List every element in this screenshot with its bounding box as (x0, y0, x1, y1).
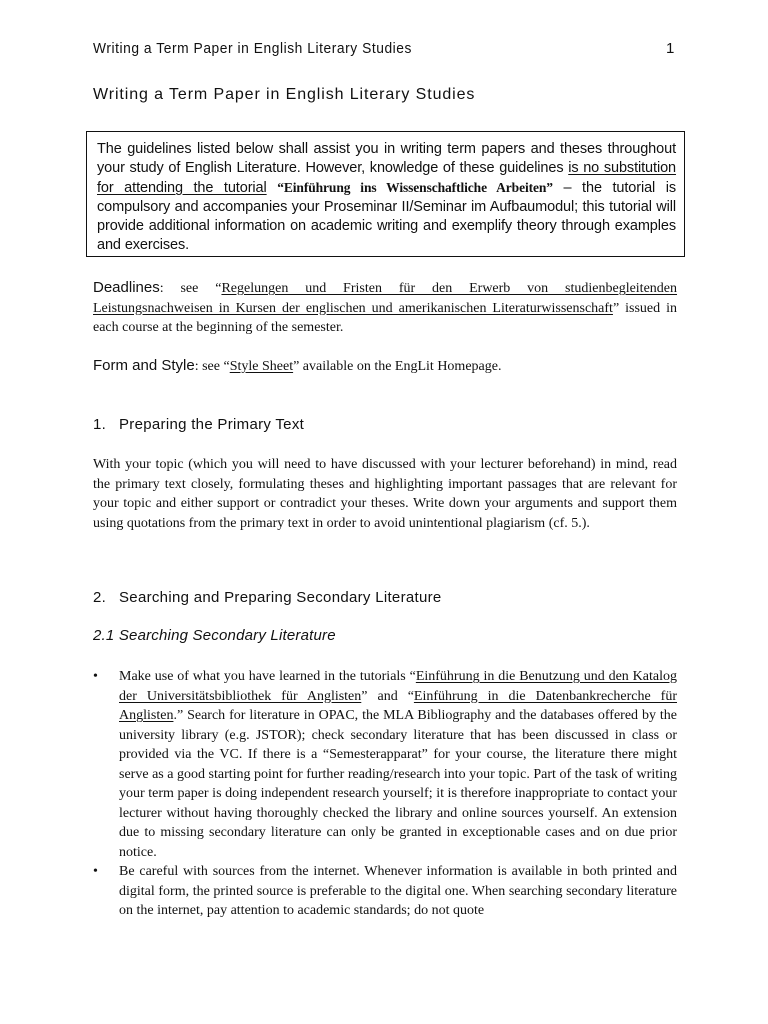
intro-text: The guidelines listed below shall assist you in writing term papers and theses throughout your study of English Literature. However, knowledge of these guidelines (97, 141, 676, 176)
intro-text-end: – the tutorial is compulsory and accompanies your Proseminar II/Seminar im Aufbaumodul; this tutorial will provide additional information on academic writing and exemplify theory through examples and exercises. (97, 180, 677, 253)
list-item: • Make use of what you have learned in the tutorials “Einführung in die Benutzung und den Katalog der Universitätsbibliothek für Anglisten” and “Einführung in die Datenbankrecherche für Anglisten.” Search for literature in OPAC, the MLA Bibliography and the databases offered by the university library (e.g. JSTOR); check secondary literature that has been discussed in class or provided via the VC. If there is a “Semesterapparat” for your course, the literature there might serve as a good starting point for further reading/research into your topic. Part of the task of writing your term paper is doing independent research yourself; it is therefore inappropriate to contact your lecturer without having thoroughly checked the library and online sources yourself. An extension due to missing secondary literature can only be granted in exceptionable cases and on due prior notice. (93, 669, 677, 860)
subsection-2-1-heading: 2.1 Searching Secondary Literature (93, 627, 336, 644)
section-1-number: 1. (93, 416, 107, 433)
document-title: Writing a Term Paper in English Literary Studies (93, 86, 476, 103)
section-2-title: Searching and Preparing Secondary Literature (119, 589, 442, 606)
tutorial-link-library[interactable]: Einführung in die Benutzung und den Katalog der Universitätsbibliothek für Anglisten (119, 669, 677, 704)
bullet-icon: • (93, 864, 98, 879)
section-2-heading (93, 589, 442, 606)
tutorial-name: “Einführung ins Wissenschaftliche Arbeiten” (277, 180, 553, 195)
section-1-title: Preparing the Primary Text (119, 416, 305, 433)
running-header: Writing a Term Paper in English Literary Studies (93, 40, 412, 57)
bullet-list (93, 667, 677, 921)
page-number: 1 (666, 40, 675, 57)
list-item: • Be careful with sources from the internet. Whenever information is available in both printed and digital form, the printed source is preferable to the digital one. When searching secondary literature on the internet, pay attention to academic standards; do not quote (93, 864, 677, 918)
form-style-paragraph: Form and Style: see “Style Sheet” available on the EngLit Homepage. (93, 357, 502, 374)
section-1-body: With your topic (which you will need to have discussed with your lecturer beforehand) in mind, read the primary text closely, formulating theses and highlighting important passages that are relevant for your topic and either support or contradict your theses. Write down your arguments and support them using quotations from the primary text in order to avoid unintentional plagiarism (cf. 5.). (93, 457, 677, 531)
tutorial-link-database[interactable]: Einführung in die Datenbankrecherche für Anglisten (119, 688, 677, 723)
style-sheet-link[interactable]: Style Sheet (229, 359, 294, 374)
form-style-label: Form and Style (93, 357, 195, 374)
intro-underlined-text: is no substitution for attending the tutorial (97, 160, 677, 196)
section-2-number: 2. (93, 589, 107, 606)
section-1-heading (93, 416, 304, 433)
deadlines-link[interactable]: Regelungen und Fristen für den Erwerb von studienbegleitenden Leistungsnachweisen in Kursen der englischen und amerikanischen Literaturwissenschaft (93, 281, 678, 316)
intro-box (86, 131, 685, 257)
bullet-icon: • (93, 669, 98, 684)
deadlines-paragraph: Deadlines: see “Regelungen und Fristen für den Erwerb von studienbegleitenden Leistungsnachweisen in Kursen der englischen und amerikanischen Literaturwissenschaft” issued in each course at the beginning of the semester. (93, 279, 678, 335)
deadlines-label: Deadlines (93, 279, 160, 296)
